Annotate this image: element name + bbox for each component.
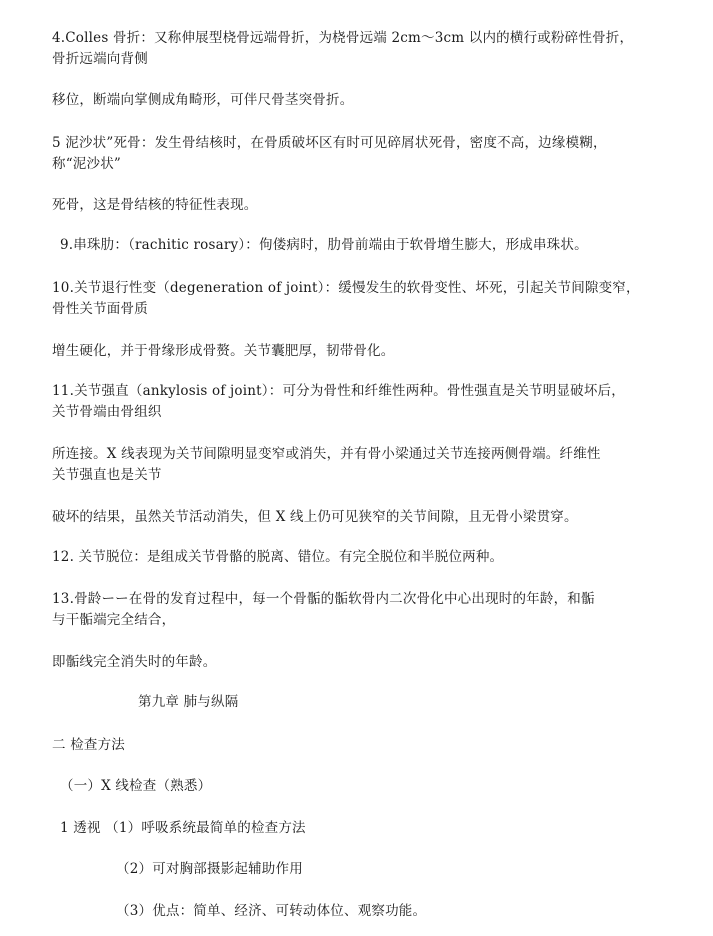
- text-line: 骨折远端向背侧: [52, 51, 148, 67]
- text-line: 骨性关节面骨质: [52, 301, 148, 317]
- text-line: （2）可对胸部摄影起辅助作用: [116, 861, 303, 877]
- text-line: 10.关节退行性变（degeneration of joint）：缓慢发生的软骨变性、坏死，引起关节间隙变窄，: [52, 280, 640, 296]
- text-line: 5 泥沙状”死骨：发生骨结核时，在骨质破坏区有时可见碎屑状死骨，密度不高，边缘模糊，: [52, 135, 607, 151]
- subsection-heading: （一）X 线检查（熟悉）: [60, 778, 212, 794]
- text-line: 11.关节强直（ankylosis of joint）：可分为骨性和纤维性两种。骨性强直是关节明显破坏后，: [52, 383, 625, 399]
- text-line: 12. 关节脱位：是组成关节骨骼的脱离、错位。有完全脱位和半脱位两种。: [52, 549, 504, 565]
- text-line: 所连接。X 线表现为关节间隙明显变窄或消失，并有骨小梁通过关节连接两侧骨端。纤维性: [52, 446, 601, 462]
- chapter-heading: 第九章 肺与纵隔: [138, 694, 239, 710]
- text-line: 即骺线完全消失时的年龄。: [52, 654, 217, 670]
- section-heading: 二 检查方法: [52, 737, 125, 753]
- text-line: 13.骨龄ーー在骨的发育过程中，每一个骨骺的骺软骨内二次骨化中心出现时的年龄，和骺: [52, 591, 595, 607]
- text-line: 9.串珠肋：（rachitic rosary）：佝偻病时，肋骨前端由于软骨增生膨大，形成串珠状。: [60, 237, 588, 253]
- text-line: 关节强直也是关节: [52, 467, 162, 483]
- text-line: 破坏的结果，虽然关节活动消失，但 X 线上仍可见狭窄的关节间隙，且无骨小梁贯穿。: [52, 509, 578, 525]
- text-line: 4.Colles 骨折：又称伸展型桡骨远端骨折，为桡骨远端 2cm～3cm 以内的横行或粉碎性骨折，: [52, 30, 634, 46]
- text-line: 移位，断端向掌侧成角畸形，可伴尺骨茎突骨折。: [52, 92, 354, 108]
- text-line: （3）优点：简单、经济、可转动体位、观察功能。: [116, 903, 427, 919]
- text-line: 称“泥沙状”: [52, 156, 122, 172]
- text-line: 关节骨端由骨组织: [52, 404, 162, 420]
- text-line: 1 透视 （1）呼吸系统最简单的检查方法: [60, 820, 306, 836]
- text-line: 增生硬化，并于骨缘形成骨赘。关节囊肥厚，韧带骨化。: [52, 343, 395, 359]
- text-line: 与干骺端完全结合，: [52, 612, 176, 628]
- text-line: 死骨，这是骨结核的特征性表现。: [52, 197, 258, 213]
